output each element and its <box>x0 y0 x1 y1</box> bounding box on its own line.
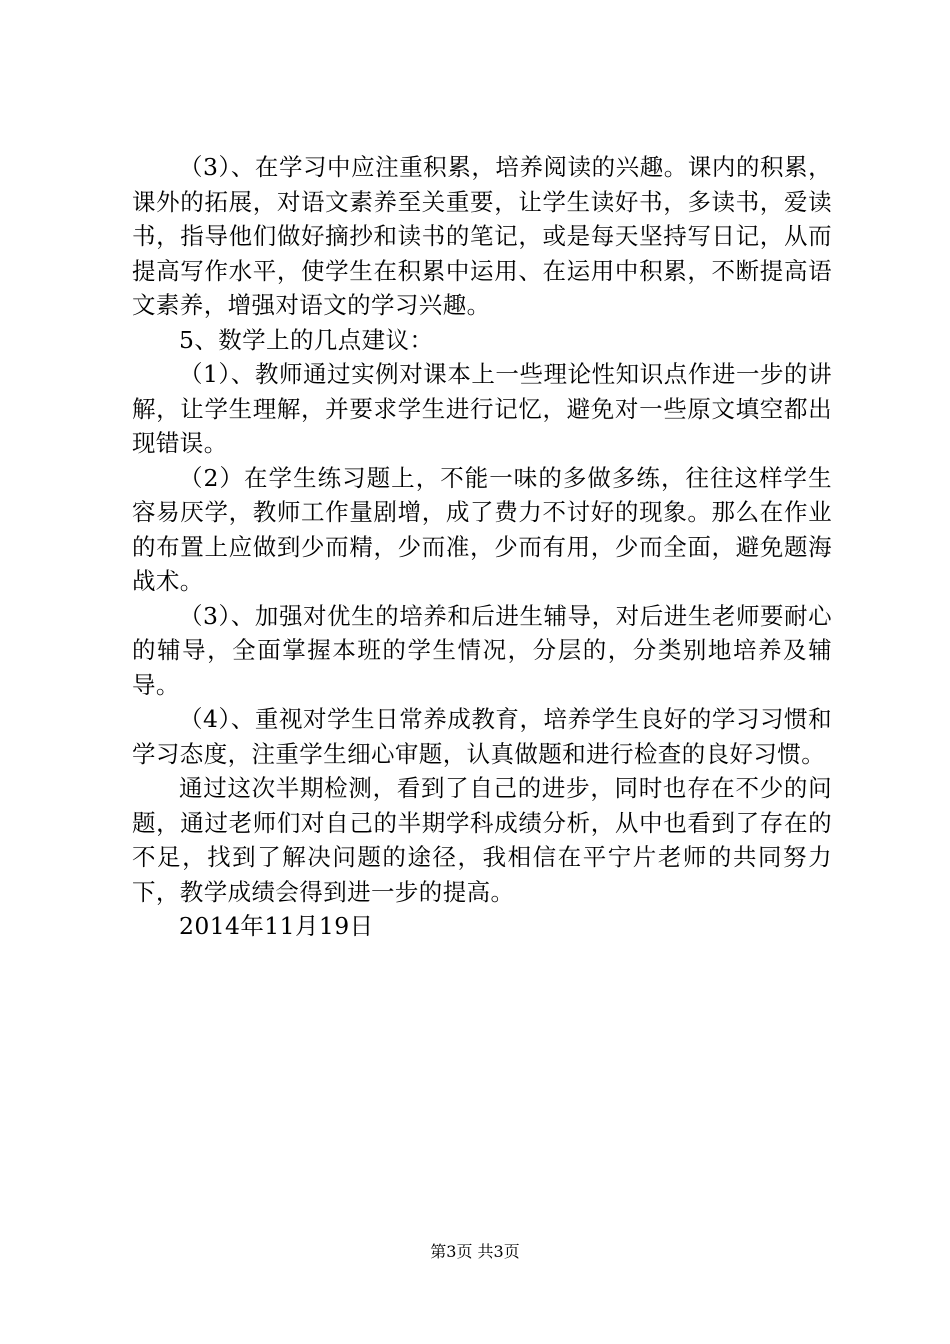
paragraph-math-suggestion-1: （1）、教师通过实例对课本上一些理论性知识点作进一步的讲解，让学生理解，并要求学生进行记忆，避免对一些原文填空都出现错误。 <box>132 360 832 457</box>
paragraph-math-suggestion-3: （3）、加强对优生的培养和后进生辅导，对后进生老师要耐心的辅导，全面掌握本班的学生情况，分层的，分类别地培养及辅导。 <box>132 601 832 699</box>
page-number-footer: 第3页 共3页 <box>430 1242 520 1261</box>
document-body <box>132 150 832 944</box>
paragraph-math-heading: 5、数学上的几点建议： <box>179 325 434 354</box>
document-date: 2014年11月19日 <box>179 912 374 940</box>
paragraph-math-suggestion-4: （4）、重视对学生日常养成教育，培养学生良好的学习习惯和学习态度，注重学生细心审题，认真做题和进行检查的良好习惯。 <box>132 705 832 768</box>
paragraph-chinese-accumulation: （3）、在学习中应注重积累，培养阅读的兴趣。课内的积累，课外的拓展，对语文素养至关重要，让学生读好书，多读书，爱读书，指导他们做好摘抄和读书的笔记，或是每天坚持写日记，从而提高写作水平，使学生在积累中运用、在运用中积累，不断提高语文素养，增强对语文的学习兴趣。 <box>132 153 832 319</box>
paragraph-math-suggestion-2: （2）在学生练习题上，不能一味的多做多练，往往这样学生容易厌学，教师工作量剧增，成了费力不讨好的现象。那么在作业的布置上应做到少而精，少而准，少而有用，少而全面，避免题海战术。 <box>132 463 832 595</box>
paragraph-conclusion: 通过这次半期检测，看到了自己的进步，同时也存在不少的问题，通过老师们对自己的半期学科成绩分析，从中也看到了存在的不足，找到了解决问题的途径，我相信在平宁片老师的共同努力下，教学成绩会得到进一步的提高。 <box>132 774 832 906</box>
